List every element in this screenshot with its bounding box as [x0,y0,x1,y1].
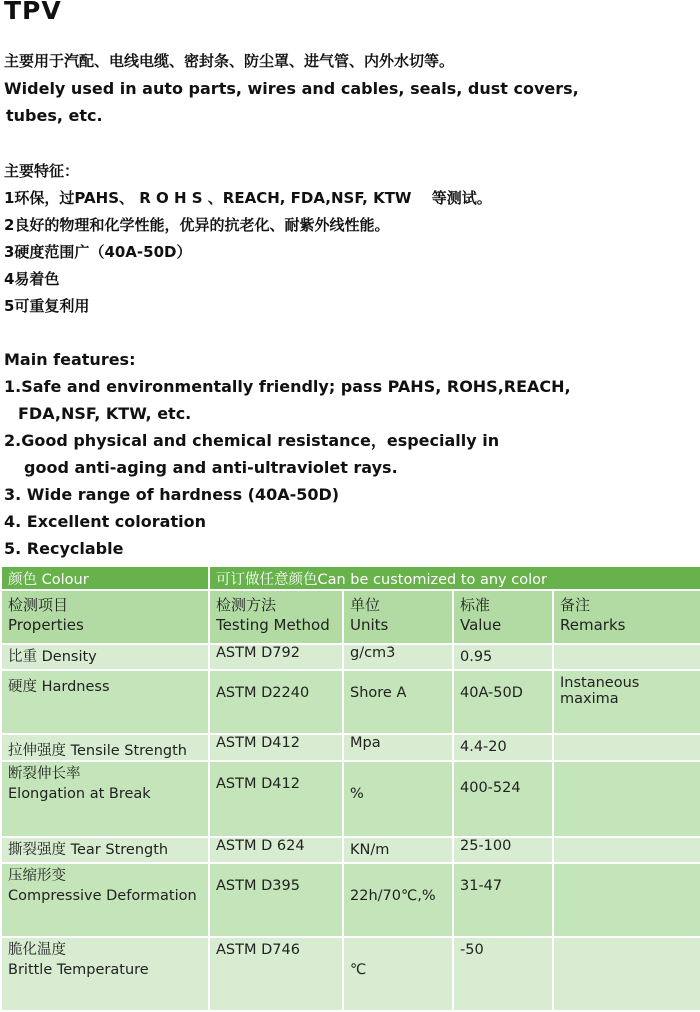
cell-property [1,761,209,837]
header-properties-cn: 检测项目 [8,596,69,614]
features-en-item2-line1: 2.Good physical and chemical resistance，especially in [4,431,500,450]
colour-value: 可订做任意颜色Can be customized to any color [209,566,700,590]
cell-value: 25-100 [453,837,553,863]
table-row [1,644,700,670]
cell-units: KN/m [343,837,453,863]
features-en-section [4,346,571,562]
cell-value: 4.4-20 [453,734,553,761]
features-en-item2-line2: good anti-aging and anti-ultraviolet rays. [24,458,398,477]
features-cn-item: 2良好的物理和化学性能，优异的抗老化、耐紫外线性能。 [4,216,390,234]
intro-cn: 主要用于汽配、电线电缆、密封条、防尘罩、进气管、内外水切等。 [4,52,455,70]
header-method [209,590,343,644]
cell-remarks [553,837,700,863]
cell-property-cn: 压缩形变 [8,868,66,884]
header-method-en: Testing Method [216,616,330,634]
intro-section [4,48,579,129]
cell-remarks [553,937,700,1011]
table-row [1,761,700,837]
cell-property-cn: 脆化温度 [8,942,66,958]
cell-value: 40A-50D [453,670,553,734]
header-value [453,590,553,644]
cell-units: ℃ [343,937,453,1011]
cell-property-en: Elongation at Break [8,786,151,802]
cell-method: ASTM D 624 [209,837,343,863]
colour-label: 颜色 Colour [1,566,209,590]
cell-property: 比重 Density [1,644,209,670]
features-en-item1-line2: FDA,NSF, KTW, etc. [18,404,192,423]
cell-remarks-line2: maxima [560,691,619,707]
cell-method: ASTM D412 [209,761,343,837]
features-cn-item: 5可重复利用 [4,297,90,315]
cell-property-en: Brittle Temperature [8,962,149,978]
table-header-row [1,590,700,644]
features-cn-item: 1环保，过PAHS、 R O H S 、REACH, FDA,NSF, KTW 等测试。 [4,189,492,207]
features-cn-item: 4易着色 [4,270,60,288]
cell-units: Shore A [343,670,453,734]
header-units [343,590,453,644]
intro-en-line1: Widely used in auto parts, wires and cables, seals, dust covers, [4,79,579,98]
cell-remarks [553,734,700,761]
cell-method: ASTM D746 [209,937,343,1011]
cell-method: ASTM D412 [209,734,343,761]
header-properties [1,590,209,644]
cell-property-en: Compressive Deformation [8,888,197,904]
cell-property: 拉伸强度 Tensile Strength [1,734,209,761]
header-value-en: Value [460,616,502,634]
cell-value: 400-524 [453,761,553,837]
table-row [1,837,700,863]
cell-value: 31-47 [453,863,553,937]
intro-en-line2: tubes, etc. [6,106,103,125]
features-en-item3: 3. Wide range of hardness (40A-50D) [4,485,340,504]
cell-units: Mpa [343,734,453,761]
features-en-item1-line1: 1.Safe and environmentally friendly; pass PAHS, ROHS,REACH, [4,377,571,396]
cell-property: 硬度 Hardness [1,670,209,734]
cell-units: 22h/70℃,% [343,863,453,937]
cell-remarks [553,761,700,837]
cell-method: ASTM D792 [209,644,343,670]
header-method-cn: 检测方法 [216,596,277,614]
cell-property [1,937,209,1011]
cell-method: ASTM D2240 [209,670,343,734]
features-cn-heading: 主要特征： [4,162,80,180]
header-value-cn: 标准 [460,596,491,614]
features-cn-section [4,158,492,320]
cell-units: % [343,761,453,837]
cell-value: 0.95 [453,644,553,670]
features-cn-item: 3硬度范围广（40A-50D） [4,243,192,261]
table-row [1,670,700,734]
cell-property [1,863,209,937]
header-units-cn: 单位 [350,596,381,614]
page-title: TPV [4,0,62,25]
table-row [1,734,700,761]
header-remarks-cn: 备注 [560,596,591,614]
features-en-item5: 5. Recyclable [4,539,124,558]
header-remarks-en: Remarks [560,616,626,634]
table-row [1,937,700,1011]
header-remarks [553,590,700,644]
cell-method: ASTM D395 [209,863,343,937]
cell-units: g/cm3 [343,644,453,670]
cell-property: 撕裂强度 Tear Strength [1,837,209,863]
cell-remarks [553,863,700,937]
features-en-heading: Main features: [4,350,136,369]
features-en-item4: 4. Excellent coloration [4,512,206,531]
colour-row [1,566,700,590]
header-units-en: Units [350,616,389,634]
header-properties-en: Properties [8,616,84,634]
spec-table [0,565,700,1012]
table-row [1,863,700,937]
cell-property-cn: 断裂伸长率 [8,766,81,782]
cell-remarks [553,644,700,670]
cell-remarks-line1: Instaneous [560,675,640,691]
cell-value: -50 [453,937,553,1011]
cell-remarks [553,670,700,734]
